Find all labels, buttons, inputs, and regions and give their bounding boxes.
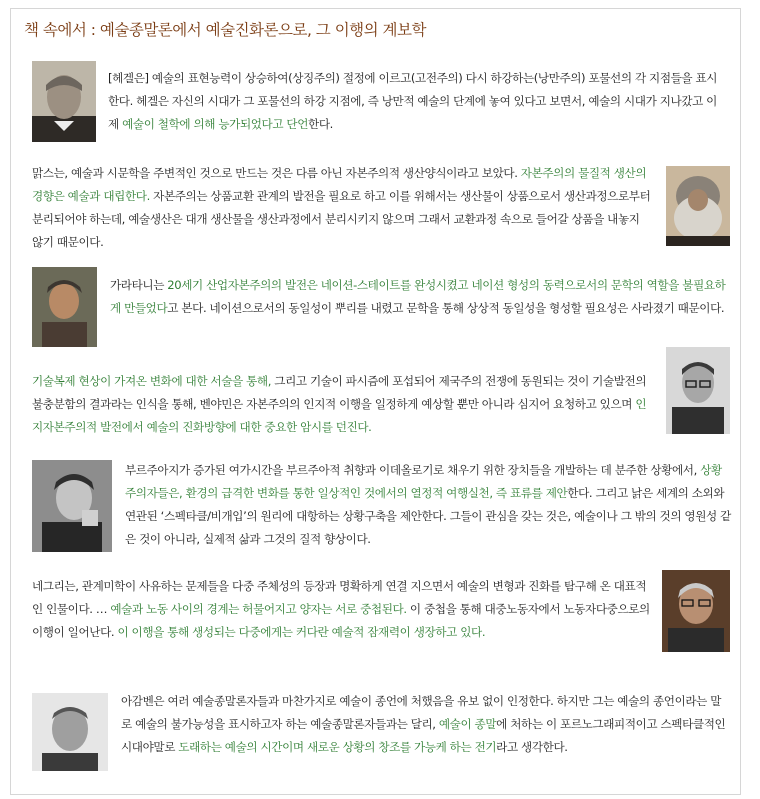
section-karatani: [110, 274, 730, 320]
body-text: 가라타니는: [110, 278, 168, 292]
section-benjamin: [32, 370, 652, 439]
highlighted-text: 기술복제 현상이 가져온 변화에 대한 서술을 통해,: [32, 374, 271, 388]
body-text: 이 중첩을 통해 대중노동자에서 노동자다중으로의 이행이 일어난다.: [32, 602, 650, 639]
highlighted-text: 도래하는 예술의 시간이며 새로운 상황의 창조를 가능케 하는 전기: [178, 740, 497, 754]
body-text: 고 본다. 네이션으로서의 동일성이 뿌리를 내렸고 문학을 통해 상상적 동일성을 형성할 필요성은 사라졌기 때문이다.: [167, 301, 725, 315]
highlighted-text: 예술과 노동 사이의 경계는 허물어지고 양자는 서로 중첩된다.: [110, 602, 407, 616]
highlighted-text: 20세기 산업자본주의의 발전은 네이션-스테이트를 완성시켰고 네이션 형성의 동력으로서의 문학의 역할을 불필요하게 만들었다: [110, 278, 726, 315]
highlighted-text: 예술이 종말: [438, 717, 497, 731]
highlighted-text: 이 이행을 통해 생성되는 다중에게는 커다란 예술적 잠재력이 생장하고 있다.: [117, 625, 486, 639]
marx-portrait-image: [666, 166, 730, 246]
highlighted-text: 자본주의의 물질적 생산의 경향은 예술과 대립한다.: [32, 166, 647, 203]
body-text: 에 처하는 이 포르노그래피적이고 스펙타클적인 시대야말로: [121, 717, 726, 754]
highlighted-text: 인지자본주의적 발전에서 예술의 진화방향에 대한 중요한 암시를 던진다.: [32, 397, 647, 434]
body-text: 부르주아지가 증가된 여가시간을 부르주아적 취향과 이데올로기로 채우기 위한 장치들을 개발하는 데 분주한 상황에서,: [125, 463, 701, 477]
body-text: 라고 생각한다.: [496, 740, 568, 754]
section-hegel: [108, 67, 727, 136]
section-marx: [32, 162, 652, 254]
body-text: 그리고 기술이 파시즘에 포섭되어 제국주의 전쟁에 동원되는 것이 기술발전의 불충분함의 결과라는 인식을 통해, 벤야민은 자본주의의 인지적 이행을 일정하게 예상할 뿐만 아니라 심지어 요청하고 있으며: [32, 374, 647, 411]
body-text: 네그리는, 관계미학이 사유하는 문제들을 다중 주체성의 등장과 명확하게 연결 지으면서 예술의 변형과 진화를 탐구해 온 대표적인 인물이다. …: [32, 579, 647, 616]
highlighted-text: 예술이 철학에 의해 능가되었다고 단언: [122, 117, 309, 131]
body-text: 아감벤은 여러 예술종말론자들과 마찬가지로 예술이 종언에 처했음을 유보 없이 인정한다. 하지만 그는 예술의 종언이라는 말로 예술의 불가능성을 표시하고자 하는 예술종말론자들과는 달리,: [121, 694, 722, 731]
agamben-portrait-image: [32, 693, 108, 771]
negri-portrait-image: [662, 570, 730, 652]
debord-portrait-image: [32, 460, 112, 552]
benjamin-portrait-image: [666, 347, 730, 434]
body-text: 한다.: [308, 117, 333, 131]
section-agamben: [121, 690, 731, 759]
body-text: 자본주의는 상품교환 관계의 발전을 필요로 하고 이를 위해서는 생산물이 상품으로서 생산과정으로부터 분리되어야 하는데, 예술생산은 대개 생산물을 생산과정에서 분리시키지 않으며 그래서 교환과정 속으로 들어갈 상품을 내놓지 않기 때문이다.: [32, 189, 651, 249]
body-text: 맑스는, 예술과 시문학을 주변적인 것으로 만드는 것은 다름 아닌 자본주의적 생산양식이라고 보았다.: [32, 166, 521, 180]
hegel-portrait-image: [32, 61, 96, 142]
section-situationists: [125, 459, 731, 551]
page-title: 책 속에서 : 예술종말론에서 예술진화론으로, 그 이행의 계보학: [24, 21, 426, 39]
body-text: 한다. 그리고 낡은 세계의 소외와 연관된 ‘스펙타클/비개입’의 원리에 대항하는 상황구축을 제안한다. 그들이 관심을 갖는 것은, 예술이나 그 밖의 것의 영원성 같은 것이 아니라, 실제적 삶과 그것의 질적 향상이다.: [125, 486, 731, 546]
section-negri: [32, 575, 654, 644]
body-text: [헤겔은] 예술의 표현능력이 상승하여(상징주의) 절정에 이르고(고전주의) 다시 하강하는(낭만주의) 포물선의 각 지점들을 표시한다. 헤겔은 자신의 시대가 그 포물선의 하강 지점에, 즉 낭만적 예술의 단계에 놓여 있다고 보면서, 예술의 시대가 지나갔고 이제: [108, 71, 718, 131]
highlighted-text: 상황주의자들은, 환경의 급격한 변화를 통한 일상적인 것에서의 열정적 여행실천, 즉 표류를 제안: [125, 463, 722, 500]
karatani-portrait-image: [32, 267, 97, 347]
